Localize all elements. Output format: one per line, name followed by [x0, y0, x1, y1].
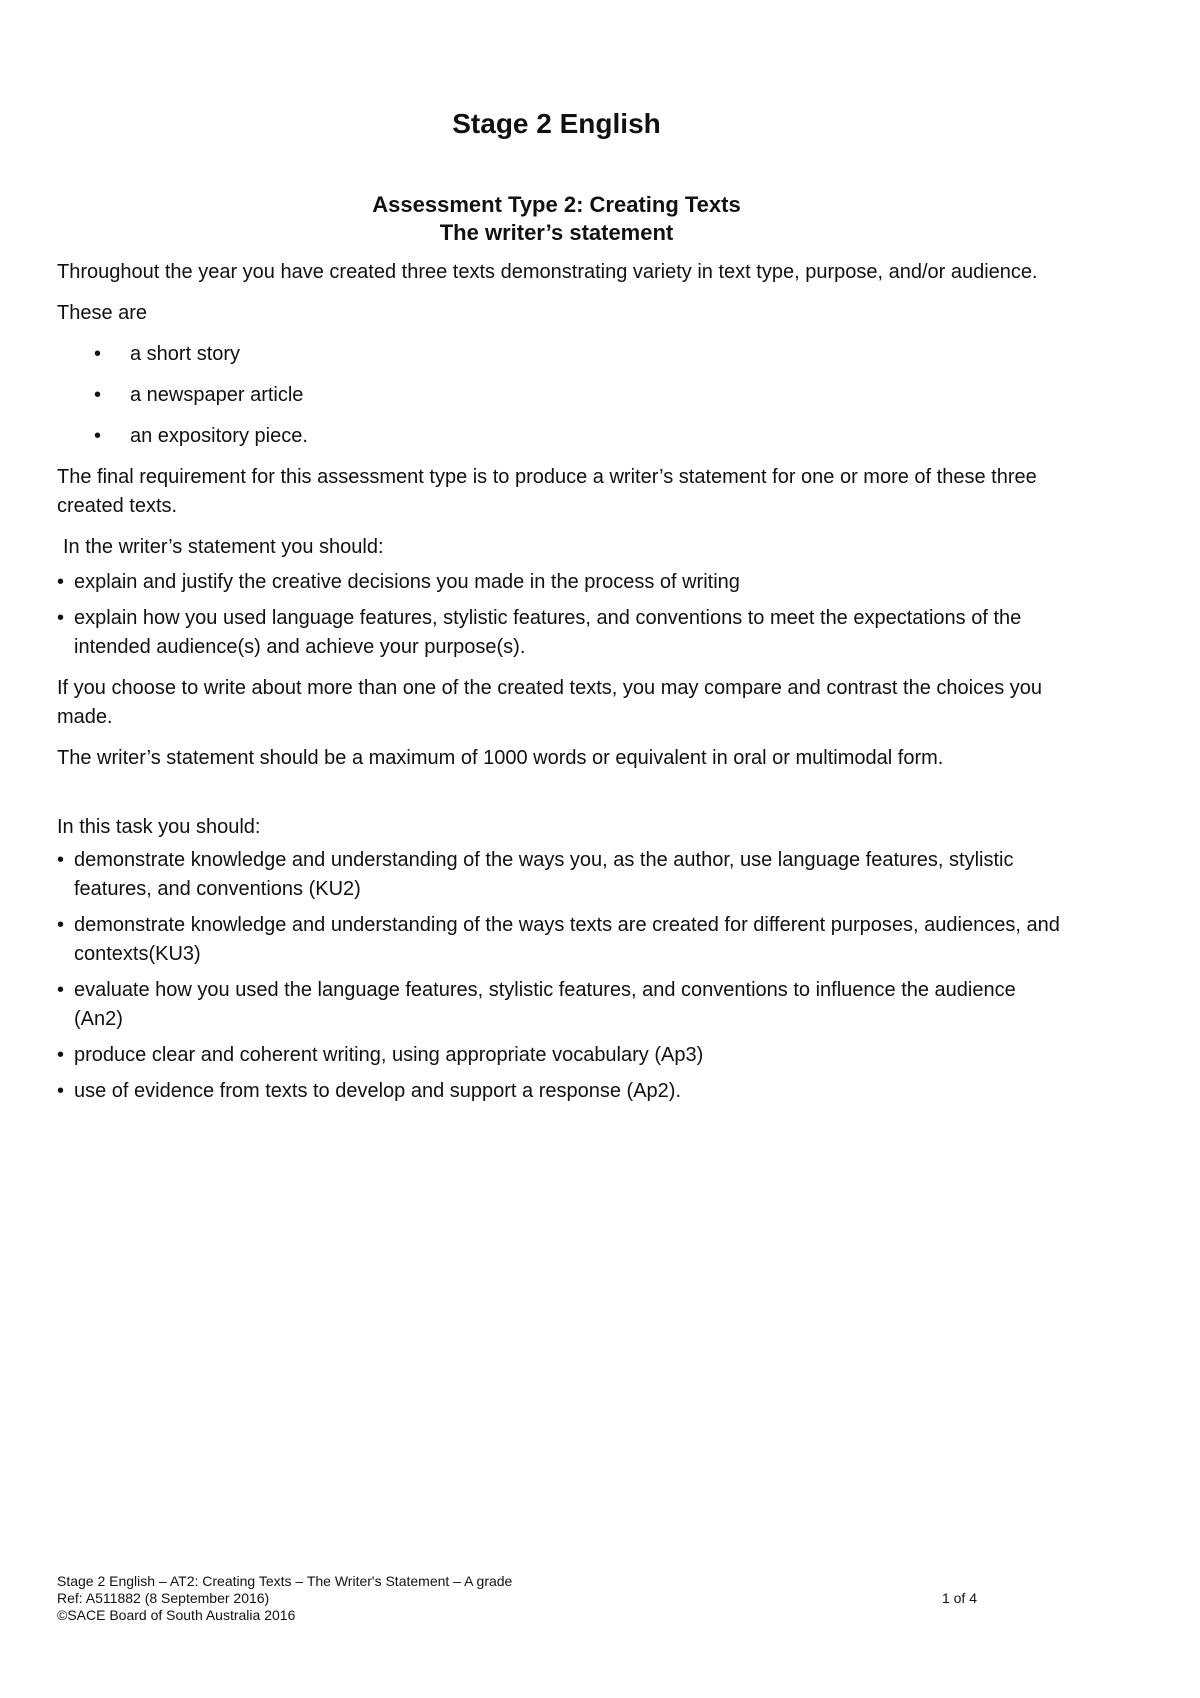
task-points-list: [57, 846, 1067, 1106]
these-are-label: These are: [57, 302, 148, 324]
page-title: Stage 2 English: [452, 108, 661, 139]
list-item: • explain how you used language features, stylistic features, and conventions to meet the expectations of the intended audience(s) and achieve your purpose(s).: [57, 604, 1067, 662]
statement-heading: In the writer’s statement you should:: [63, 536, 384, 558]
list-item: • a newspaper article: [57, 381, 1067, 410]
bullet-icon: •: [57, 1044, 65, 1066]
bullet-icon: •: [57, 607, 65, 629]
bullet-icon: •: [94, 343, 102, 365]
statement-points-list: [57, 568, 1067, 662]
footer-reference: Ref: A511882 (8 September 2016): [57, 1590, 270, 1606]
intro-paragraph: Throughout the year you have created three texts demonstrating variety in text type, purpose, and/or audience.: [57, 261, 1038, 283]
footer-ref-row: [57, 1590, 977, 1607]
bullet-icon: •: [94, 384, 102, 406]
list-item: • demonstrate knowledge and understanding of the ways texts are created for different purposes, audiences, and contexts(KU3): [57, 911, 1067, 969]
assessment-type-heading: Assessment Type 2: Creating Texts: [372, 192, 741, 217]
bullet-icon: •: [57, 979, 65, 1001]
footer-document-title: Stage 2 English – AT2: Creating Texts – The Writer's Statement – A grade: [57, 1573, 513, 1589]
list-item: • use of evidence from texts to develop and support a response (Ap2).: [57, 1077, 1067, 1106]
final-requirement-paragraph: The final requirement for this assessment type is to produce a writer’s statement for one or more of these three created texts.: [57, 466, 1037, 517]
bullet-icon: •: [57, 1080, 65, 1102]
list-item: • evaluate how you used the language features, stylistic features, and conventions to influence the audience (An2): [57, 976, 1067, 1034]
page-footer: [57, 1573, 977, 1624]
list-item: • produce clear and coherent writing, using appropriate vocabulary (Ap3): [57, 1041, 1067, 1070]
footer-copyright: ©SACE Board of South Australia 2016: [57, 1607, 296, 1623]
task-heading: In this task you should:: [57, 816, 261, 838]
list-item: • explain and justify the creative decisions you made in the process of writing: [57, 568, 1067, 597]
bullet-icon: •: [57, 914, 65, 936]
length-paragraph: The writer’s statement should be a maximum of 1000 words or equivalent in oral or multimodal form.: [57, 747, 944, 769]
page-number: 1 of 4: [941, 1590, 977, 1606]
created-texts-list: [57, 340, 1067, 451]
list-item: • a short story: [57, 340, 1067, 369]
writers-statement-heading: The writer’s statement: [439, 220, 674, 245]
document-body: [57, 258, 1067, 1118]
compare-paragraph: If you choose to write about more than one of the created texts, you may compare and contrast the choices you made.: [57, 677, 1042, 728]
bullet-icon: •: [94, 425, 102, 447]
bullet-icon: •: [57, 571, 65, 593]
list-item: • demonstrate knowledge and understanding of the ways you, as the author, use language features, stylistic features, and conventions (KU2): [57, 846, 1067, 904]
list-item: • an expository piece.: [57, 422, 1067, 451]
bullet-icon: •: [57, 849, 65, 871]
